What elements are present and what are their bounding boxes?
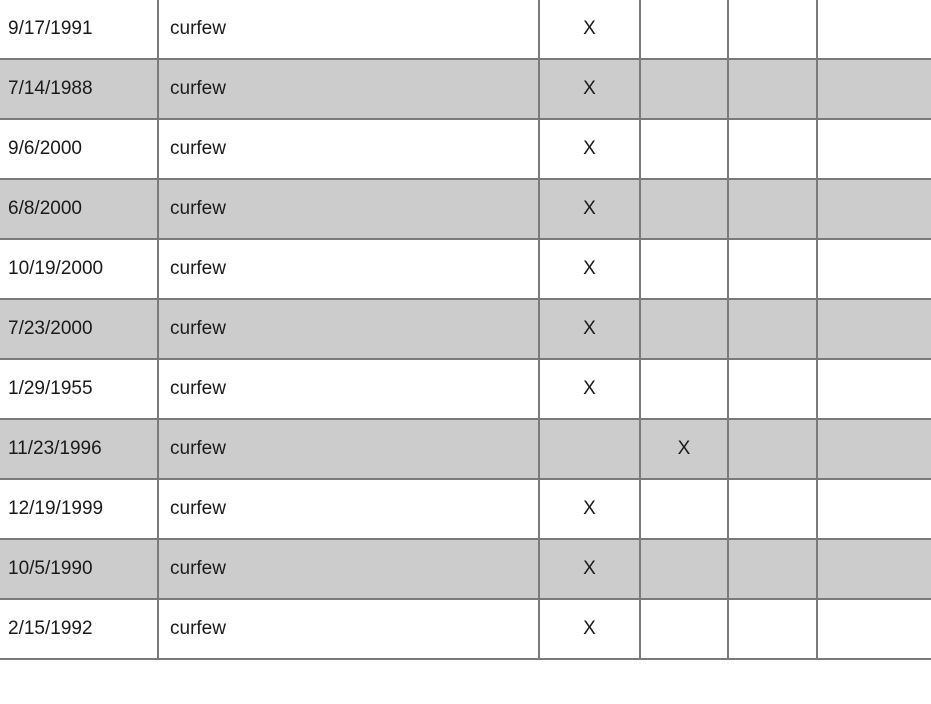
mark-cell [817, 59, 931, 119]
table-row [0, 419, 931, 479]
mark-cell [728, 0, 817, 59]
table-row [0, 479, 931, 539]
table-row [0, 539, 931, 599]
date-cell: 9/17/1991 [0, 0, 158, 59]
mark-cell [817, 299, 931, 359]
mark-cell: X [539, 239, 640, 299]
table-row [0, 239, 931, 299]
mark-cell [640, 539, 728, 599]
mark-cell [817, 119, 931, 179]
date-cell: 7/23/2000 [0, 299, 158, 359]
mark-cell: X [539, 0, 640, 59]
type-cell: curfew [158, 0, 539, 59]
date-cell: 11/23/1996 [0, 419, 158, 479]
mark-cell [817, 239, 931, 299]
mark-cell [817, 359, 931, 419]
table-row [0, 599, 931, 659]
mark-cell: X [640, 419, 728, 479]
mark-cell: X [539, 359, 640, 419]
date-cell: 6/8/2000 [0, 179, 158, 239]
type-cell: curfew [158, 479, 539, 539]
mark-cell [640, 0, 728, 59]
mark-cell [640, 599, 728, 659]
date-cell: 10/5/1990 [0, 539, 158, 599]
mark-cell [728, 299, 817, 359]
mark-cell: X [539, 299, 640, 359]
mark-cell [640, 479, 728, 539]
date-cell: 1/29/1955 [0, 359, 158, 419]
mark-cell: X [539, 119, 640, 179]
date-cell: 7/14/1988 [0, 59, 158, 119]
mark-cell [728, 119, 817, 179]
table-row [0, 0, 931, 59]
mark-cell [817, 0, 931, 59]
mark-cell [817, 599, 931, 659]
mark-cell [728, 539, 817, 599]
mark-cell [817, 479, 931, 539]
mark-cell [728, 359, 817, 419]
table-row [0, 299, 931, 359]
mark-cell [640, 239, 728, 299]
type-cell: curfew [158, 119, 539, 179]
mark-cell: X [539, 179, 640, 239]
mark-cell [728, 419, 817, 479]
table-row [0, 59, 931, 119]
mark-cell [728, 59, 817, 119]
table-row [0, 359, 931, 419]
mark-cell [640, 359, 728, 419]
mark-cell [640, 59, 728, 119]
mark-cell [817, 179, 931, 239]
type-cell: curfew [158, 539, 539, 599]
mark-cell [817, 419, 931, 479]
type-cell: curfew [158, 59, 539, 119]
type-cell: curfew [158, 179, 539, 239]
mark-cell [539, 419, 640, 479]
mark-cell [728, 599, 817, 659]
table-row [0, 179, 931, 239]
date-cell: 2/15/1992 [0, 599, 158, 659]
date-cell: 10/19/2000 [0, 239, 158, 299]
mark-cell [817, 539, 931, 599]
type-cell: curfew [158, 359, 539, 419]
mark-cell [640, 179, 728, 239]
mark-cell [728, 479, 817, 539]
date-cell: 9/6/2000 [0, 119, 158, 179]
type-cell: curfew [158, 299, 539, 359]
table-row [0, 119, 931, 179]
type-cell: curfew [158, 599, 539, 659]
mark-cell [728, 239, 817, 299]
mark-cell: X [539, 539, 640, 599]
type-cell: curfew [158, 419, 539, 479]
mark-cell [640, 299, 728, 359]
mark-cell [640, 119, 728, 179]
mark-cell: X [539, 479, 640, 539]
date-cell: 12/19/1999 [0, 479, 158, 539]
mark-cell: X [539, 59, 640, 119]
mark-cell [728, 179, 817, 239]
type-cell: curfew [158, 239, 539, 299]
mark-cell: X [539, 599, 640, 659]
